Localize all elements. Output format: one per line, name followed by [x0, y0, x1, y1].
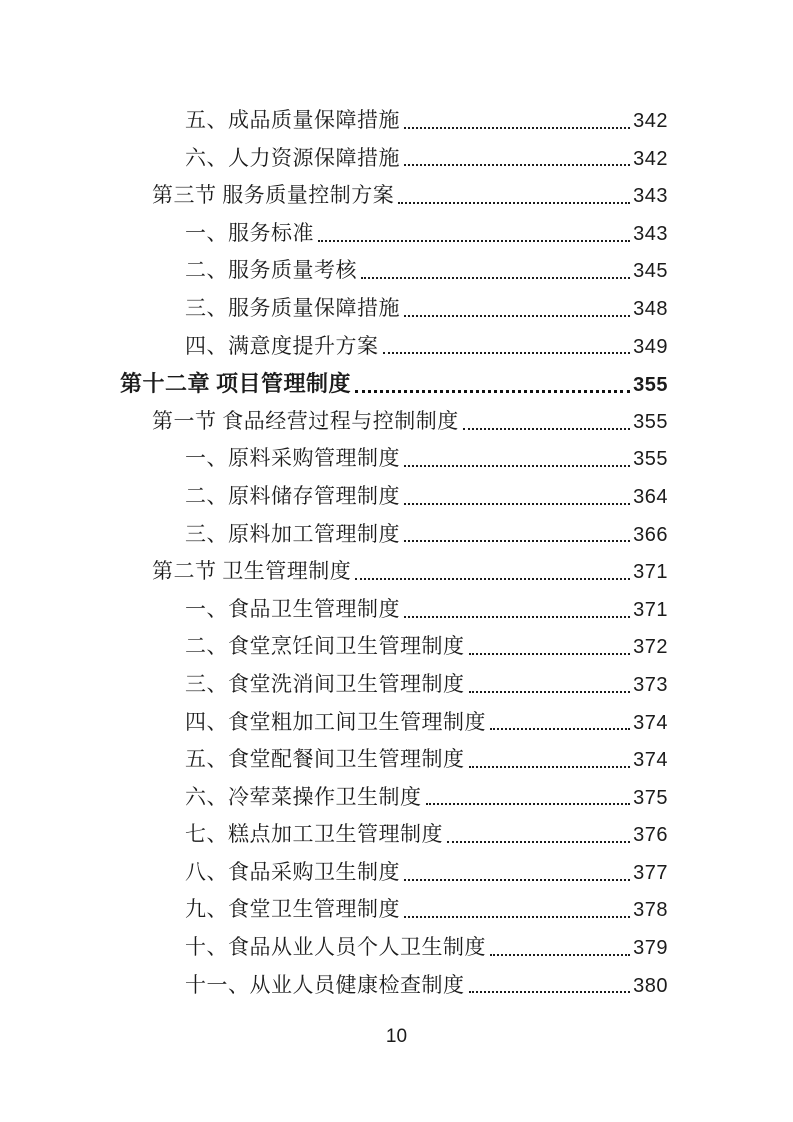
toc-entry-page-number: 343 [633, 222, 668, 245]
dot-leader [426, 789, 631, 805]
toc-entry-title: 六、人力资源保障措施 [185, 145, 400, 170]
toc-entry[interactable] [120, 666, 668, 704]
dot-leader [469, 639, 631, 655]
toc-entry-title: 一、食品卫生管理制度 [185, 596, 400, 621]
toc-entry-page-number: 355 [633, 374, 668, 397]
toc-entry-title: 一、原料采购管理制度 [185, 446, 400, 471]
toc-entry-title: 一、服务标准 [185, 220, 314, 245]
dot-leader [361, 263, 630, 279]
dot-leader [490, 714, 630, 730]
toc-entry[interactable] [120, 779, 668, 817]
toc-entry-page-number: 342 [633, 110, 668, 132]
dot-leader [469, 752, 631, 768]
dot-leader [404, 301, 630, 317]
toc-entry-title: 第一节 食品经营过程与控制制度 [152, 408, 459, 433]
toc-entry-page-number: 355 [633, 448, 668, 471]
toc-entry-title: 八、食品采购卫生制度 [185, 859, 400, 884]
toc-entry[interactable] [120, 628, 668, 666]
toc-entry[interactable] [120, 328, 668, 366]
toc-entry[interactable] [120, 215, 668, 253]
toc-entry-page-number: 373 [633, 673, 668, 696]
toc-entry-title: 二、食堂烹饪间卫生管理制度 [185, 634, 465, 659]
toc-entry-title: 三、服务质量保障措施 [185, 295, 400, 320]
toc-entry[interactable] [120, 891, 668, 929]
toc-entry[interactable] [120, 478, 668, 516]
toc-entry[interactable] [120, 252, 668, 290]
toc-entry-page-number: 380 [633, 974, 668, 997]
dot-leader [355, 564, 630, 580]
toc-entry-page-number: 379 [633, 937, 668, 960]
toc-entry-page-number: 376 [633, 824, 668, 847]
dot-leader [318, 226, 630, 242]
toc-entry[interactable] [120, 140, 668, 178]
dot-leader [404, 451, 630, 467]
dot-leader [404, 865, 630, 881]
toc-entry-page-number: 355 [633, 410, 668, 433]
toc-entry[interactable] [120, 704, 668, 742]
table-of-contents [120, 102, 668, 1004]
footer-page-number: 10 [385, 1026, 408, 1047]
dot-leader [398, 188, 630, 204]
dot-leader [383, 338, 631, 354]
toc-entry[interactable] [120, 102, 668, 140]
dot-leader [469, 677, 631, 693]
toc-entry-title: 九、食堂卫生管理制度 [185, 897, 400, 922]
toc-entry-title: 六、冷荤菜操作卫生制度 [185, 784, 422, 809]
toc-entry[interactable] [120, 854, 668, 892]
toc-entry[interactable] [120, 290, 668, 328]
toc-entry-page-number: 342 [633, 147, 668, 170]
toc-entry-title: 十一、从业人员健康检查制度 [185, 972, 465, 997]
toc-entry[interactable] [120, 967, 668, 1005]
toc-entry-page-number: 371 [633, 598, 668, 621]
toc-entry[interactable] [120, 816, 668, 854]
dot-leader [490, 940, 630, 956]
toc-entry[interactable] [120, 553, 668, 591]
toc-entry-page-number: 374 [633, 711, 668, 734]
toc-entry-page-number: 372 [633, 636, 668, 659]
toc-entry-page-number: 345 [633, 260, 668, 283]
toc-entry-title: 第二节 卫生管理制度 [152, 559, 352, 584]
toc-entry[interactable] [120, 516, 668, 554]
toc-entry-title: 五、成品质量保障措施 [185, 108, 400, 132]
toc-entry-page-number: 371 [633, 561, 668, 584]
toc-entry-title: 二、原料储存管理制度 [185, 483, 400, 508]
toc-entry-page-number: 366 [633, 523, 668, 546]
toc-entry-title: 四、食堂粗加工间卫生管理制度 [185, 709, 486, 734]
toc-entry-title: 七、糕点加工卫生管理制度 [185, 822, 443, 847]
dot-leader [404, 150, 630, 166]
dot-leader [404, 489, 630, 505]
toc-entry[interactable] [120, 741, 668, 779]
toc-entry-page-number: 349 [633, 335, 668, 358]
dot-leader [404, 113, 630, 129]
toc-entry-title: 十、食品从业人员个人卫生制度 [185, 935, 486, 960]
dot-leader [355, 375, 630, 393]
toc-entry-title: 第十二章 项目管理制度 [120, 371, 352, 397]
toc-entry-title: 四、满意度提升方案 [185, 333, 379, 358]
dot-leader [404, 902, 630, 918]
toc-entry-title: 五、食堂配餐间卫生管理制度 [185, 747, 465, 772]
toc-entry-title: 二、服务质量考核 [185, 258, 357, 283]
toc-entry-page-number: 343 [633, 185, 668, 208]
dot-leader [463, 414, 630, 430]
dot-leader [404, 602, 630, 618]
toc-entry-page-number: 375 [633, 786, 668, 809]
dot-leader [469, 977, 631, 993]
toc-entry[interactable] [120, 403, 668, 441]
toc-entry-title: 第三节 服务质量控制方案 [152, 183, 395, 208]
dot-leader [404, 526, 630, 542]
toc-entry-title: 三、原料加工管理制度 [185, 521, 400, 546]
toc-entry-page-number: 348 [633, 297, 668, 320]
toc-entry-page-number: 377 [633, 861, 668, 884]
toc-entry[interactable] [120, 177, 668, 215]
toc-entry[interactable] [120, 929, 668, 967]
toc-entry-title: 三、食堂洗消间卫生管理制度 [185, 671, 465, 696]
toc-entry-page-number: 374 [633, 749, 668, 772]
dot-leader [447, 827, 630, 843]
toc-entry[interactable] [120, 365, 668, 403]
toc-entry-page-number: 378 [633, 899, 668, 922]
toc-entry-page-number: 364 [633, 485, 668, 508]
toc-entry[interactable] [120, 440, 668, 478]
page-footer [0, 1026, 793, 1048]
toc-entry[interactable] [120, 591, 668, 629]
